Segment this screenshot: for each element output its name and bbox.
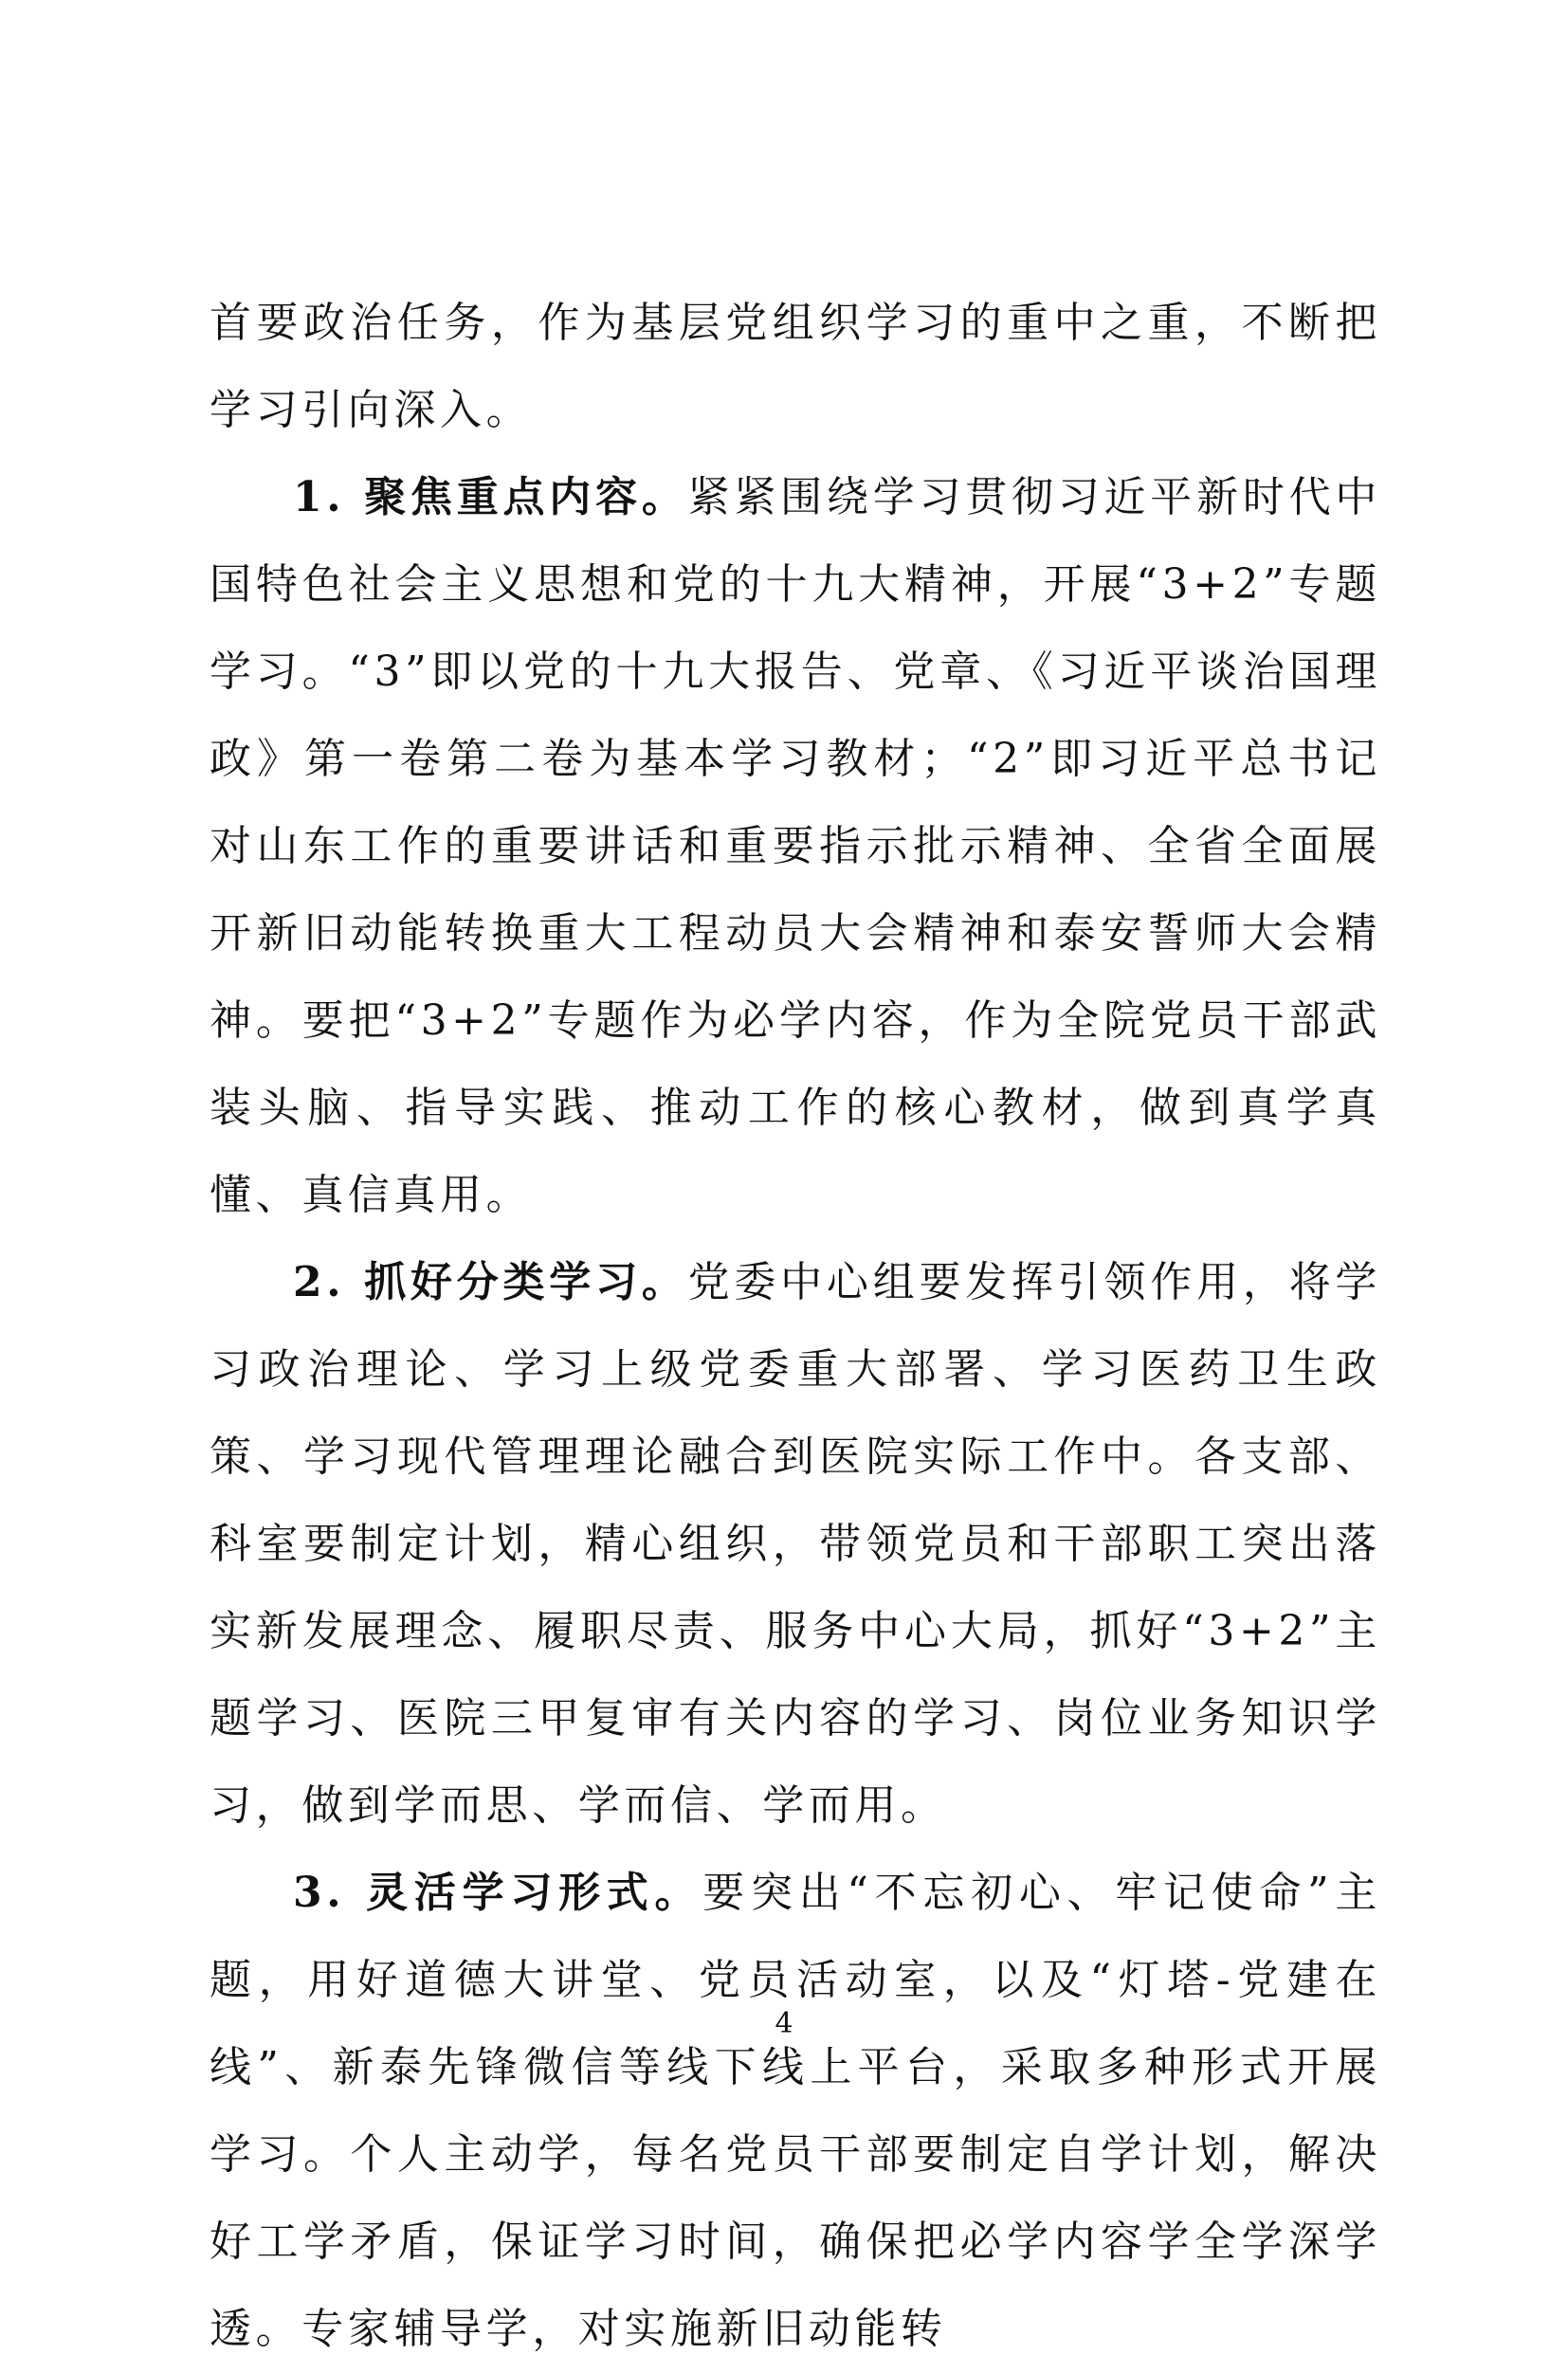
paragraph-heading: 1. 聚焦重点内容。	[293, 473, 688, 521]
paragraph-classified-learning	[210, 1239, 1381, 1850]
page-number: 4	[775, 2007, 793, 2040]
paragraph-text: 党委中心组要发挥引领作用，将学习政治理论、学习上级党委重大部署、学习医药卫生政策、学习现代管理理论融合到医院实际工作中。各支部、科室要制定计划，精心组织，带领党员和干部职工突出落实新发展理念、履职尽责、服务中心大局，抓好“3+2”主题学习、医院三甲复审有关内容的学习、岗位业务知识学习，做到学而思、学而信、学而用。	[210, 1258, 1381, 1830]
document-body	[210, 280, 1381, 2373]
paragraph-heading: 3. 灵活学习形式。	[293, 1869, 703, 1917]
paragraph-focus-key-content	[210, 454, 1381, 1239]
paragraph-text: 首要政治任务，作为基层党组织学习的重中之重，不断把学习引向深入。	[210, 299, 1381, 434]
paragraph-text: 紧紧围绕学习贯彻习近平新时代中国特色社会主义思想和党的十九大精神，开展“3+2”专题学习。“3”即以党的十九大报告、党章、《习近平谈治国理政》第一卷第二卷为基本学习教材；“2”即习近平总书记对山东工作的重要讲话和重要指示批示精神、全省全面展开新旧动能转换重大工程动员大会精神和泰安誓师大会精神。要把“3+2”专题作为必学内容，作为全院党员干部武装头脑、指导实践、推动工作的核心教材，做到真学真懂、真信真用。	[210, 473, 1381, 1219]
paragraph-heading: 2. 抓好分类学习。	[293, 1258, 688, 1306]
paragraph-text: 要突出“不忘初心、牢记使命”主题，用好道德大讲堂、党员活动室，以及“灯塔-党建在线”、新泰先锋微信等线下线上平台，采取多种形式开展学习。个人主动学，每名党员干部要制定自学计划，解决好工学矛盾，保证学习时间，确保把必学内容学全学深学透。专家辅导学，对实施新旧动能转	[210, 1869, 1381, 2353]
paragraph-flexible-forms	[210, 1850, 1381, 2373]
paragraph-continuation	[210, 280, 1381, 454]
